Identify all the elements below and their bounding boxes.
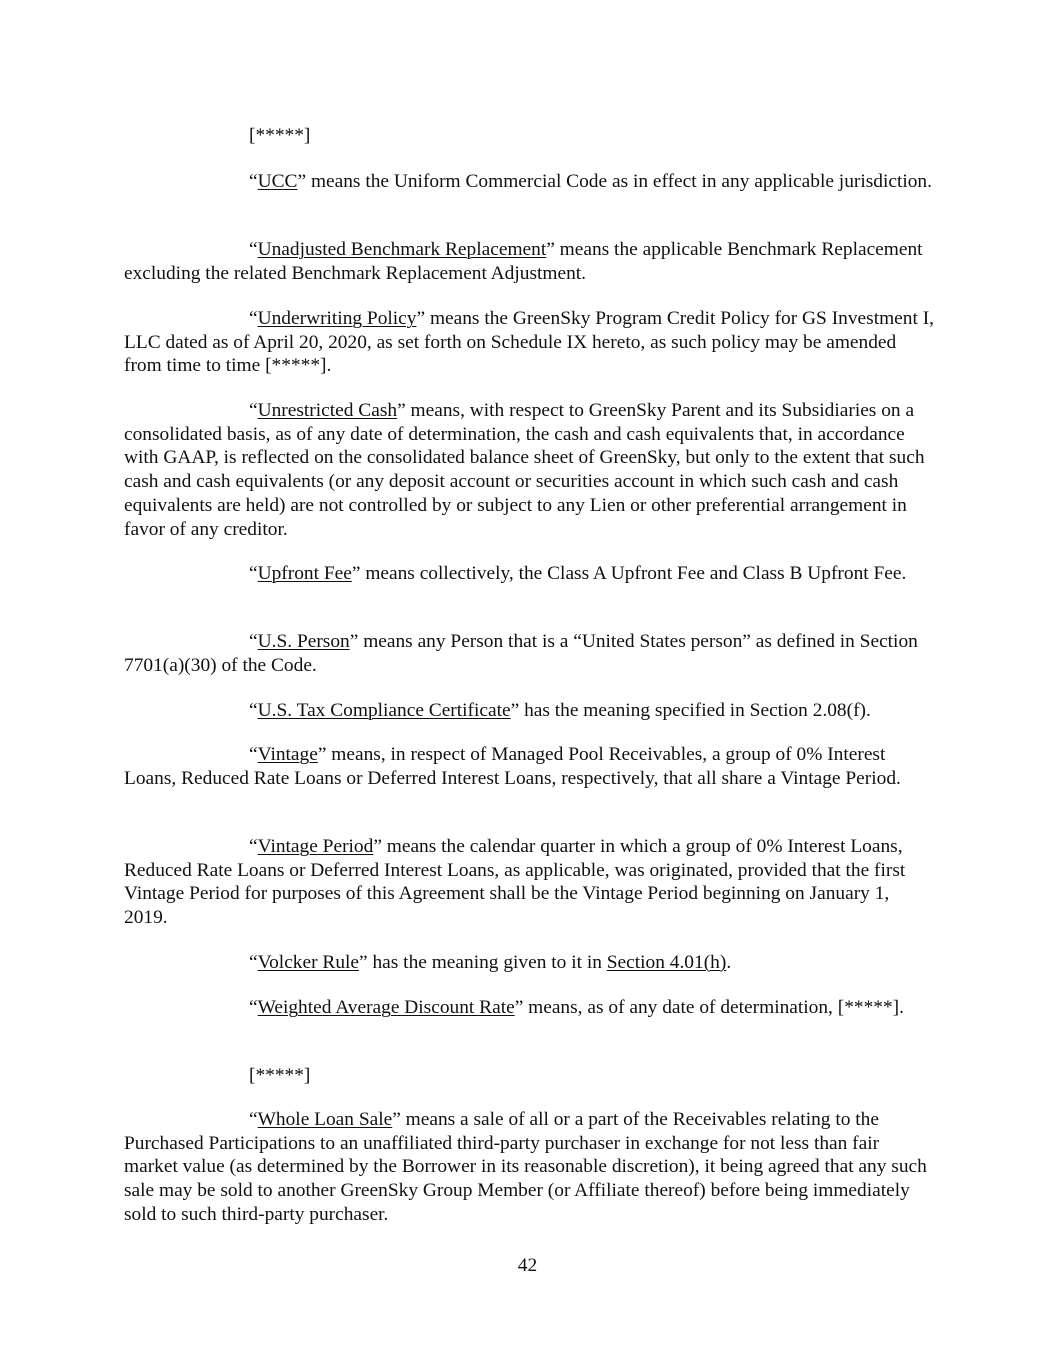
defined-term: Weighted Average Discount Rate <box>257 997 515 1018</box>
defined-term: Underwriting Policy <box>257 308 417 329</box>
defined-term: Unrestricted Cash <box>257 400 398 421</box>
definition-weighted-average-discount-rate: “Weighted Average Discount Rate” means, as of any date of determination, [*****]. <box>249 997 904 1018</box>
defined-term: UCC <box>257 171 298 192</box>
definition-whole-loan-sale: “Whole Loan Sale” means a sale of all or a part of the Receivables relating to the Purchased Participations to an unaffiliated third-party purchaser in exchange for not less than fair market value (as determined by the Borrower in its reasonable discretion), it being agreed that any such sale may be sold to another GreenSky Group Member (or Affiliate thereof) before being immediately sold to such third-party purchaser. <box>124 1109 927 1225</box>
defined-term: Upfront Fee <box>257 563 352 584</box>
definition-vintage-period: “Vintage Period” means the calendar quarter in which a group of 0% Interest Loans, Reduced Rate Loans or Deferred Interest Loans, as applicable, was originated, provided that the first Vintage Period for purposes of this Agreement shall be the Vintage Period beginning on January 1, 2019. <box>124 836 906 929</box>
defined-term: Whole Loan Sale <box>257 1109 393 1130</box>
definition-tail: . <box>726 952 732 973</box>
definition-ucc: “UCC” means the Uniform Commercial Code as in effect in any applicable jurisdiction. <box>249 171 932 192</box>
definition-text: ” means collectively, the Class A Upfront Fee and Class B Upfront Fee. <box>351 563 907 584</box>
definition-text: ” means the GreenSky Program Credit Policy for GS Investment I, LLC dated as of April 20, 2020, as set forth on Schedule IX hereto, as such policy may be amended from time to time [*****]. <box>124 308 935 377</box>
definition-unadjusted-benchmark-replacement: “Unadjusted Benchmark Replacement” means the applicable Benchmark Replacement excluding the related Benchmark Replacement Adjustment. <box>124 239 923 284</box>
placeholder-top: [*****] <box>249 125 311 146</box>
section-reference: Section 4.01(h) <box>606 952 727 973</box>
definition-text: ” means any Person that is a “United States person” as defined in Section 7701(a)(30) of the Code. <box>124 631 918 676</box>
definition-text: ” means, as of any date of determination, [*****]. <box>514 997 904 1018</box>
definition-text: ” means, in respect of Managed Pool Receivables, a group of 0% Interest Loans, Reduced Rate Loans or Deferred Interest Loans, respectively, that all share a Vintage Period. <box>124 744 901 789</box>
definition-text: ” has the meaning specified in Section 2.08(f). <box>510 700 871 721</box>
definition-text: ” means the applicable Benchmark Replacement excluding the related Benchmark Replacement Adjustment. <box>124 239 923 284</box>
definition-upfront-fee: “Upfront Fee” means collectively, the Class A Upfront Fee and Class B Upfront Fee. <box>249 563 907 584</box>
defined-term: U.S. Tax Compliance Certificate <box>257 700 511 721</box>
defined-term: Volcker Rule <box>257 952 360 973</box>
definition-unrestricted-cash: “Unrestricted Cash” means, with respect to GreenSky Parent and its Subsidiaries on a consolidated basis, as of any date of determination, the cash and cash equivalents that, in accordance with GAAP, is reflected on the consolidated balance sheet of GreenSky, but only to the extent that such cash and cash equivalents (or any deposit account or securities account in which such cash and cash equivalents are held) are not controlled by or subject to any Lien or other preferential arrangement in favor of any creditor. <box>124 400 925 540</box>
definition-us-tax-compliance-certificate: “U.S. Tax Compliance Certificate” has the meaning specified in Section 2.08(f). <box>249 700 871 721</box>
defined-term: Vintage <box>257 744 318 765</box>
definition-us-person: “U.S. Person” means any Person that is a “United States person” as defined in Section 7701(a)(30) of the Code. <box>124 631 918 676</box>
defined-term: Unadjusted Benchmark Replacement <box>257 239 547 260</box>
definition-text: ” means a sale of all or a part of the Receivables relating to the Purchased Participations to an unaffiliated third-party purchaser in exchange for not less than fair market value (as determined by the Borrower in its reasonable discretion), it being agreed that any such sale may be sold to another GreenSky Group Member (or Affiliate thereof) before being immediately sold to such third-party purchaser. <box>124 1109 927 1225</box>
definition-vintage: “Vintage” means, in respect of Managed Pool Receivables, a group of 0% Interest Loans, Reduced Rate Loans or Deferred Interest Loans, respectively, that all share a Vintage Period. <box>124 744 901 789</box>
definition-text: ” has the meaning given to it in <box>359 952 607 973</box>
definition-text: ” means the Uniform Commercial Code as in effect in any applicable jurisdiction. <box>297 171 932 192</box>
definition-text: ” means, with respect to GreenSky Parent and its Subsidiaries on a consolidated basis, as of any date of determination, the cash and cash equivalents that, in accordance with GAAP, is reflected on the consolidated balance sheet of GreenSky, but only to the extent that such cash and cash equivalents (or any deposit account or securities account in which such cash and cash equivalents are held) are not controlled by or subject to any Lien or other preferential arrangement in favor of any creditor. <box>124 400 925 540</box>
definition-text: ” means the calendar quarter in which a group of 0% Interest Loans, Reduced Rate Loans or Deferred Interest Loans, as applicable, was originated, provided that the first Vintage Period for purposes of this Agreement shall be the Vintage Period beginning on January 1, 2019. <box>124 836 906 929</box>
defined-term: U.S. Person <box>257 631 350 652</box>
defined-term: Vintage Period <box>257 836 374 857</box>
placeholder-mid: [*****] <box>249 1065 311 1086</box>
page-number: 42 <box>517 1255 538 1276</box>
definition-volcker-rule: “Volcker Rule” has the meaning given to it in Section 4.01(h). <box>249 952 732 973</box>
definition-underwriting-policy: “Underwriting Policy” means the GreenSky Program Credit Policy for GS Investment I, LLC dated as of April 20, 2020, as set forth on Schedule IX hereto, as such policy may be amended from time to time [*****]. <box>124 308 935 377</box>
